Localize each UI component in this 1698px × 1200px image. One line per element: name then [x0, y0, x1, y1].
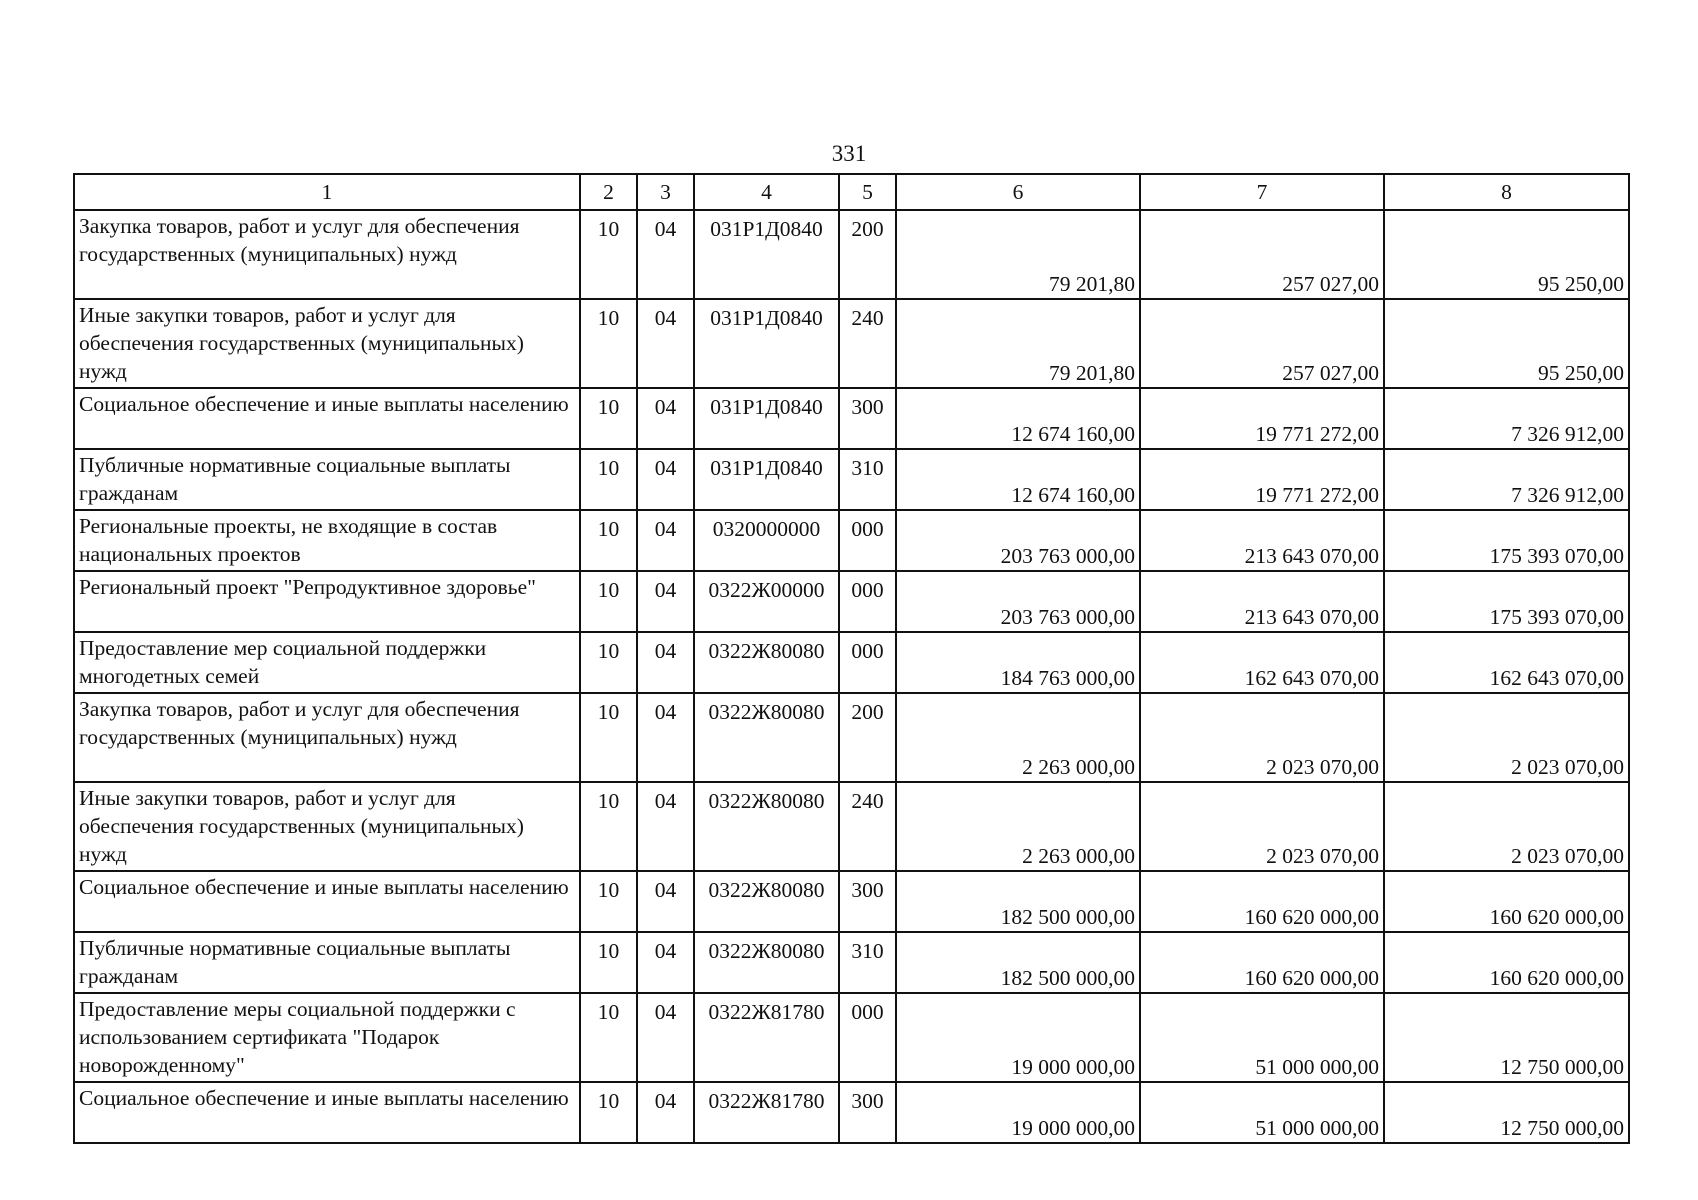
amount-col8: 2 023 070,00 [1384, 693, 1629, 782]
target-article-code: 0322Ж80080 [694, 782, 839, 871]
amount-col6: 79 201,80 [896, 210, 1140, 299]
expense-type-code: 300 [839, 871, 896, 932]
row-name: Иные закупки товаров, работ и услуг для обеспечения государственных (муниципальных) нужд [74, 782, 580, 871]
subsection-code: 04 [637, 993, 694, 1082]
amount-col8: 95 250,00 [1384, 210, 1629, 299]
amount-col7: 213 643 070,00 [1140, 510, 1384, 571]
table-row [74, 632, 1629, 693]
subsection-code: 04 [637, 782, 694, 871]
subsection-code: 04 [637, 571, 694, 632]
column-header: 7 [1140, 174, 1384, 210]
row-name: Социальное обеспечение и иные выплаты населению [74, 388, 580, 449]
column-header: 4 [694, 174, 839, 210]
table-header-row [74, 174, 1629, 210]
column-header: 5 [839, 174, 896, 210]
amount-col7: 162 643 070,00 [1140, 632, 1384, 693]
table-row [74, 449, 1629, 510]
row-name: Публичные нормативные социальные выплаты гражданам [74, 932, 580, 993]
column-header: 8 [1384, 174, 1629, 210]
table-row [74, 693, 1629, 782]
amount-col6: 19 000 000,00 [896, 993, 1140, 1082]
section-code: 10 [580, 932, 637, 993]
amount-col6: 203 763 000,00 [896, 510, 1140, 571]
section-code: 10 [580, 871, 637, 932]
section-code: 10 [580, 782, 637, 871]
expense-type-code: 000 [839, 510, 896, 571]
table-row [74, 571, 1629, 632]
table-row [74, 299, 1629, 388]
column-header: 3 [637, 174, 694, 210]
expense-type-code: 300 [839, 1082, 896, 1143]
column-header: 2 [580, 174, 637, 210]
target-article-code: 031Р1Д0840 [694, 449, 839, 510]
table-row [74, 1082, 1629, 1143]
column-header: 1 [74, 174, 580, 210]
section-code: 10 [580, 388, 637, 449]
table-row [74, 210, 1629, 299]
subsection-code: 04 [637, 210, 694, 299]
target-article-code: 031Р1Д0840 [694, 299, 839, 388]
amount-col6: 203 763 000,00 [896, 571, 1140, 632]
target-article-code: 0322Ж80080 [694, 632, 839, 693]
target-article-code: 0322Ж81780 [694, 993, 839, 1082]
row-name: Закупка товаров, работ и услуг для обеспечения государственных (муниципальных) нужд [74, 210, 580, 299]
table-row [74, 388, 1629, 449]
amount-col8: 2 023 070,00 [1384, 782, 1629, 871]
expense-type-code: 200 [839, 210, 896, 299]
section-code: 10 [580, 210, 637, 299]
amount-col8: 7 326 912,00 [1384, 449, 1629, 510]
expense-type-code: 310 [839, 449, 896, 510]
target-article-code: 0322Ж81780 [694, 1082, 839, 1143]
column-header: 6 [896, 174, 1140, 210]
target-article-code: 0322Ж80080 [694, 871, 839, 932]
amount-col6: 79 201,80 [896, 299, 1140, 388]
amount-col6: 182 500 000,00 [896, 871, 1140, 932]
target-article-code: 0322Ж00000 [694, 571, 839, 632]
amount-col8: 95 250,00 [1384, 299, 1629, 388]
amount-col6: 2 263 000,00 [896, 782, 1140, 871]
amount-col6: 12 674 160,00 [896, 449, 1140, 510]
table-row [74, 510, 1629, 571]
target-article-code: 0320000000 [694, 510, 839, 571]
section-code: 10 [580, 693, 637, 782]
amount-col7: 160 620 000,00 [1140, 932, 1384, 993]
row-name: Региональные проекты, не входящие в состав национальных проектов [74, 510, 580, 571]
table-row [74, 782, 1629, 871]
row-name: Предоставление мер социальной поддержки многодетных семей [74, 632, 580, 693]
row-name: Социальное обеспечение и иные выплаты населению [74, 871, 580, 932]
subsection-code: 04 [637, 632, 694, 693]
target-article-code: 031Р1Д0840 [694, 388, 839, 449]
amount-col7: 51 000 000,00 [1140, 993, 1384, 1082]
subsection-code: 04 [637, 388, 694, 449]
subsection-code: 04 [637, 1082, 694, 1143]
section-code: 10 [580, 510, 637, 571]
expense-type-code: 310 [839, 932, 896, 993]
section-code: 10 [580, 1082, 637, 1143]
amount-col6: 184 763 000,00 [896, 632, 1140, 693]
amount-col8: 160 620 000,00 [1384, 871, 1629, 932]
table-row [74, 871, 1629, 932]
expense-type-code: 300 [839, 388, 896, 449]
section-code: 10 [580, 299, 637, 388]
row-name: Региональный проект "Репродуктивное здоровье" [74, 571, 580, 632]
amount-col8: 160 620 000,00 [1384, 932, 1629, 993]
amount-col6: 2 263 000,00 [896, 693, 1140, 782]
amount-col7: 2 023 070,00 [1140, 693, 1384, 782]
section-code: 10 [580, 993, 637, 1082]
amount-col7: 19 771 272,00 [1140, 388, 1384, 449]
amount-col7: 257 027,00 [1140, 299, 1384, 388]
amount-col7: 51 000 000,00 [1140, 1082, 1384, 1143]
subsection-code: 04 [637, 871, 694, 932]
expense-type-code: 000 [839, 993, 896, 1082]
subsection-code: 04 [637, 932, 694, 993]
expense-type-code: 240 [839, 299, 896, 388]
amount-col6: 12 674 160,00 [896, 388, 1140, 449]
row-name: Публичные нормативные социальные выплаты гражданам [74, 449, 580, 510]
target-article-code: 0322Ж80080 [694, 932, 839, 993]
amount-col8: 162 643 070,00 [1384, 632, 1629, 693]
amount-col7: 2 023 070,00 [1140, 782, 1384, 871]
table-row [74, 993, 1629, 1082]
target-article-code: 031Р1Д0840 [694, 210, 839, 299]
amount-col6: 19 000 000,00 [896, 1082, 1140, 1143]
amount-col6: 182 500 000,00 [896, 932, 1140, 993]
expense-type-code: 000 [839, 571, 896, 632]
row-name: Социальное обеспечение и иные выплаты населению [74, 1082, 580, 1143]
subsection-code: 04 [637, 299, 694, 388]
section-code: 10 [580, 449, 637, 510]
budget-table [73, 173, 1630, 1144]
section-code: 10 [580, 632, 637, 693]
amount-col7: 19 771 272,00 [1140, 449, 1384, 510]
row-name: Иные закупки товаров, работ и услуг для обеспечения государственных (муниципальных) нужд [74, 299, 580, 388]
amount-col7: 257 027,00 [1140, 210, 1384, 299]
section-code: 10 [580, 571, 637, 632]
target-article-code: 0322Ж80080 [694, 693, 839, 782]
amount-col8: 175 393 070,00 [1384, 510, 1629, 571]
table-row [74, 932, 1629, 993]
amount-col8: 7 326 912,00 [1384, 388, 1629, 449]
amount-col8: 12 750 000,00 [1384, 993, 1629, 1082]
expense-type-code: 240 [839, 782, 896, 871]
subsection-code: 04 [637, 510, 694, 571]
row-name: Закупка товаров, работ и услуг для обеспечения государственных (муниципальных) нужд [74, 693, 580, 782]
page-number: 331 [831, 141, 867, 166]
amount-col7: 213 643 070,00 [1140, 571, 1384, 632]
amount-col7: 160 620 000,00 [1140, 871, 1384, 932]
subsection-code: 04 [637, 449, 694, 510]
amount-col8: 12 750 000,00 [1384, 1082, 1629, 1143]
amount-col8: 175 393 070,00 [1384, 571, 1629, 632]
expense-type-code: 000 [839, 632, 896, 693]
subsection-code: 04 [637, 693, 694, 782]
row-name: Предоставление меры социальной поддержки с использованием сертификата "Подарок новорожденному" [74, 993, 580, 1082]
expense-type-code: 200 [839, 693, 896, 782]
